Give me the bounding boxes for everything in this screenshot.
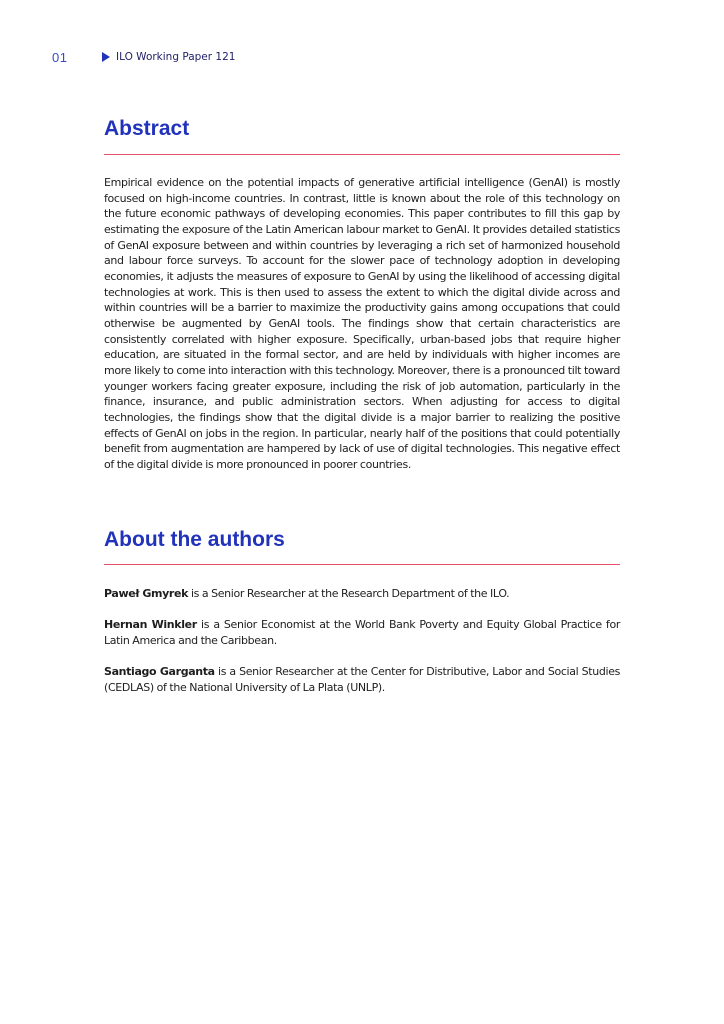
about-rule-block — [104, 564, 620, 565]
abstract-text: Empirical evidence on the potential impacts of generative artificial intelligence (GenAI) is mostly focused on high-income countries. In contrast, little is known about the role of this technology on the future economic pathways of developing economies. This paper contributes to fill this gap by estimating the exposure of the Latin American labour market to GenAI. It provides detailed statistics of GenAI exposure between and within countries by leveraging a rich set of harmonized household and labour force surveys. To account for the slower pace of technology adoption in developing economies, it adjusts the measures of exposure to GenAI by using the likelihood of accessing digital technologies at work. This is then used to assess the extent to which the digital divide across and within countries will be a barrier to maximize the productivity gains among occupations that could otherwise be augmented by GenAI tools. The findings show that certain characteristics are consistently correlated with higher exposure. Specifically, urban-based jobs that require higher education, are situated in the formal sector, and are held by individuals with higher incomes are more likely to come into interaction with this technology. Moreover, there is a pronounced tilt toward younger workers facing greater exposure, including the risk of job automation, particularly in the finance, insurance, and public administration sectors. When adjusting for access to digital technologies, the findings show that the digital divide is a major barrier to realizing the positive effects of GenAI on jobs in the region. In particular, nearly half of the positions that could potentially benefit from augmentation are hampered by lack of use of digital technologies. This negative effect of the digital divide is more pronounced in poorer countries. — [104, 176, 620, 471]
author-name: Hernan Winkler — [104, 618, 197, 631]
author-entry — [104, 617, 620, 649]
author-name: Santiago Garganta — [104, 665, 215, 678]
author-bio: is a Senior Researcher at the Center for Distributive, Labor and Social Studies (CEDLAS) of the National University of La Plata (UNLP). — [104, 665, 621, 694]
triangle-right-icon — [102, 52, 110, 62]
author-paragraph — [104, 586, 620, 602]
abstract-heading: Abstract — [104, 117, 190, 140]
page-header — [52, 49, 235, 65]
abstract-body — [104, 175, 620, 472]
abstract-divider — [104, 154, 620, 155]
author-paragraph — [104, 664, 620, 696]
author-bio: is a Senior Economist at the World Bank Poverty and Equity Global Practice for Latin America and the Caribbean. — [104, 618, 620, 647]
page-number: 01 — [52, 49, 68, 65]
abstract-heading-block — [104, 117, 620, 141]
author-bio: is a Senior Researcher at the Research Department of the ILO. — [188, 587, 510, 600]
about-divider — [104, 564, 620, 565]
author-entry — [104, 586, 620, 602]
about-authors-heading: About the authors — [104, 528, 285, 551]
author-entry — [104, 664, 620, 696]
author-name: Paweł Gmyrek — [104, 587, 189, 600]
author-paragraph — [104, 617, 620, 649]
about-heading-block — [104, 528, 620, 552]
series-label: ILO Working Paper 121 — [116, 51, 236, 63]
abstract-rule-block — [104, 154, 620, 155]
